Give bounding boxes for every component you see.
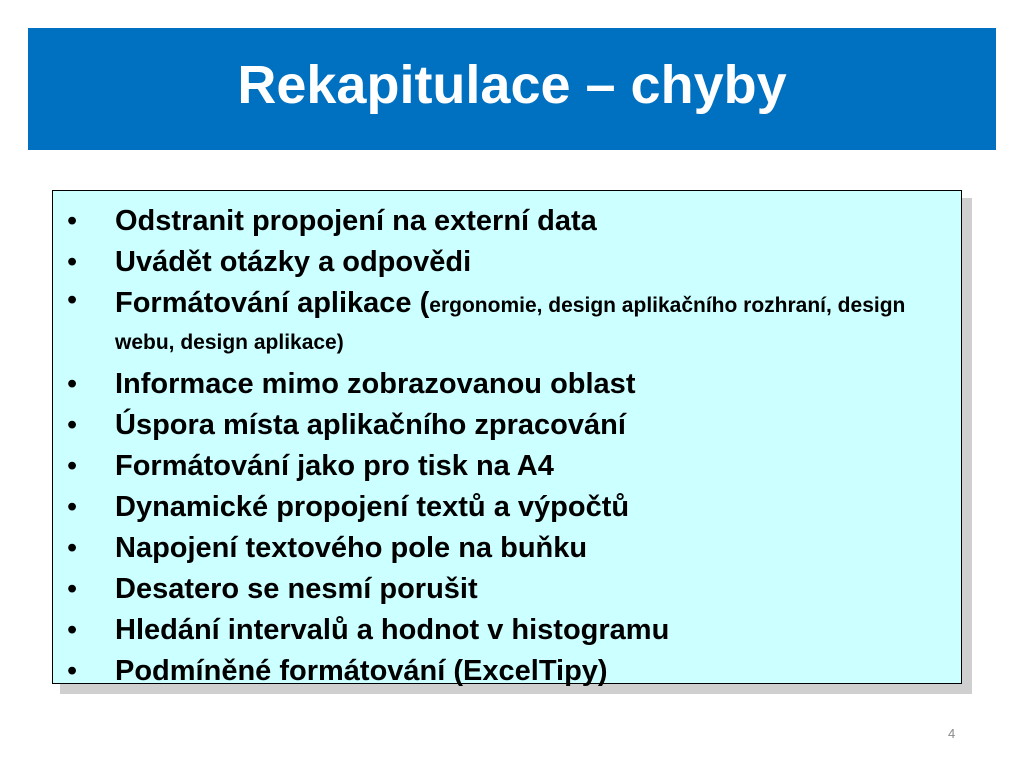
list-item <box>53 283 961 364</box>
bullet-icon: • <box>67 655 78 687</box>
slide-title: Rekapitulace – chyby <box>237 55 787 115</box>
list-item-text: Formátování aplikace ( <box>115 287 430 319</box>
list-item <box>53 446 961 487</box>
bullet-icon: • <box>67 284 78 316</box>
list-item-text: Formátování jako pro tisk na A4 <box>115 450 554 482</box>
list-item-text: Odstranit propojení na externí data <box>115 205 597 237</box>
bullet-list <box>53 201 961 692</box>
list-item-text: Desatero se nesmí porušit <box>115 573 478 605</box>
bullet-icon: • <box>67 573 78 605</box>
list-item <box>53 405 961 446</box>
bullet-icon: • <box>67 205 78 237</box>
list-item <box>53 242 961 283</box>
bullet-icon: • <box>67 246 78 278</box>
list-item <box>53 610 961 651</box>
slide-number: 4 <box>948 726 956 741</box>
list-item-text: Uvádět otázky a odpovědi <box>115 246 472 278</box>
bullet-icon: • <box>67 532 78 564</box>
list-item-text: Hledání intervalů a hodnot v histogramu <box>115 614 670 646</box>
bullet-icon: • <box>67 409 78 441</box>
bullet-icon: • <box>67 368 78 400</box>
bullet-icon: • <box>67 491 78 523</box>
title-bar <box>28 28 996 150</box>
list-item-subtext: ergonomie, design aplikačního rozhraní, design webu, design aplikace) <box>115 294 906 354</box>
list-item <box>53 201 961 242</box>
list-item <box>53 487 961 528</box>
list-item <box>53 528 961 569</box>
list-item-text: Informace mimo zobrazovanou oblast <box>115 368 636 400</box>
list-item-text: Dynamické propojení textů a výpočtů <box>115 491 630 523</box>
list-item-text: Napojení textového pole na buňku <box>115 532 588 564</box>
bullet-icon: • <box>67 614 78 646</box>
list-item-text: Podmíněné formátování (ExcelTipy) <box>115 655 608 687</box>
content-box <box>52 190 962 687</box>
list-item <box>53 364 961 405</box>
bullet-icon: • <box>67 450 78 482</box>
list-item-text: Úspora místa aplikačního zpracování <box>115 409 626 441</box>
list-item <box>53 651 961 692</box>
list-item <box>53 569 961 610</box>
